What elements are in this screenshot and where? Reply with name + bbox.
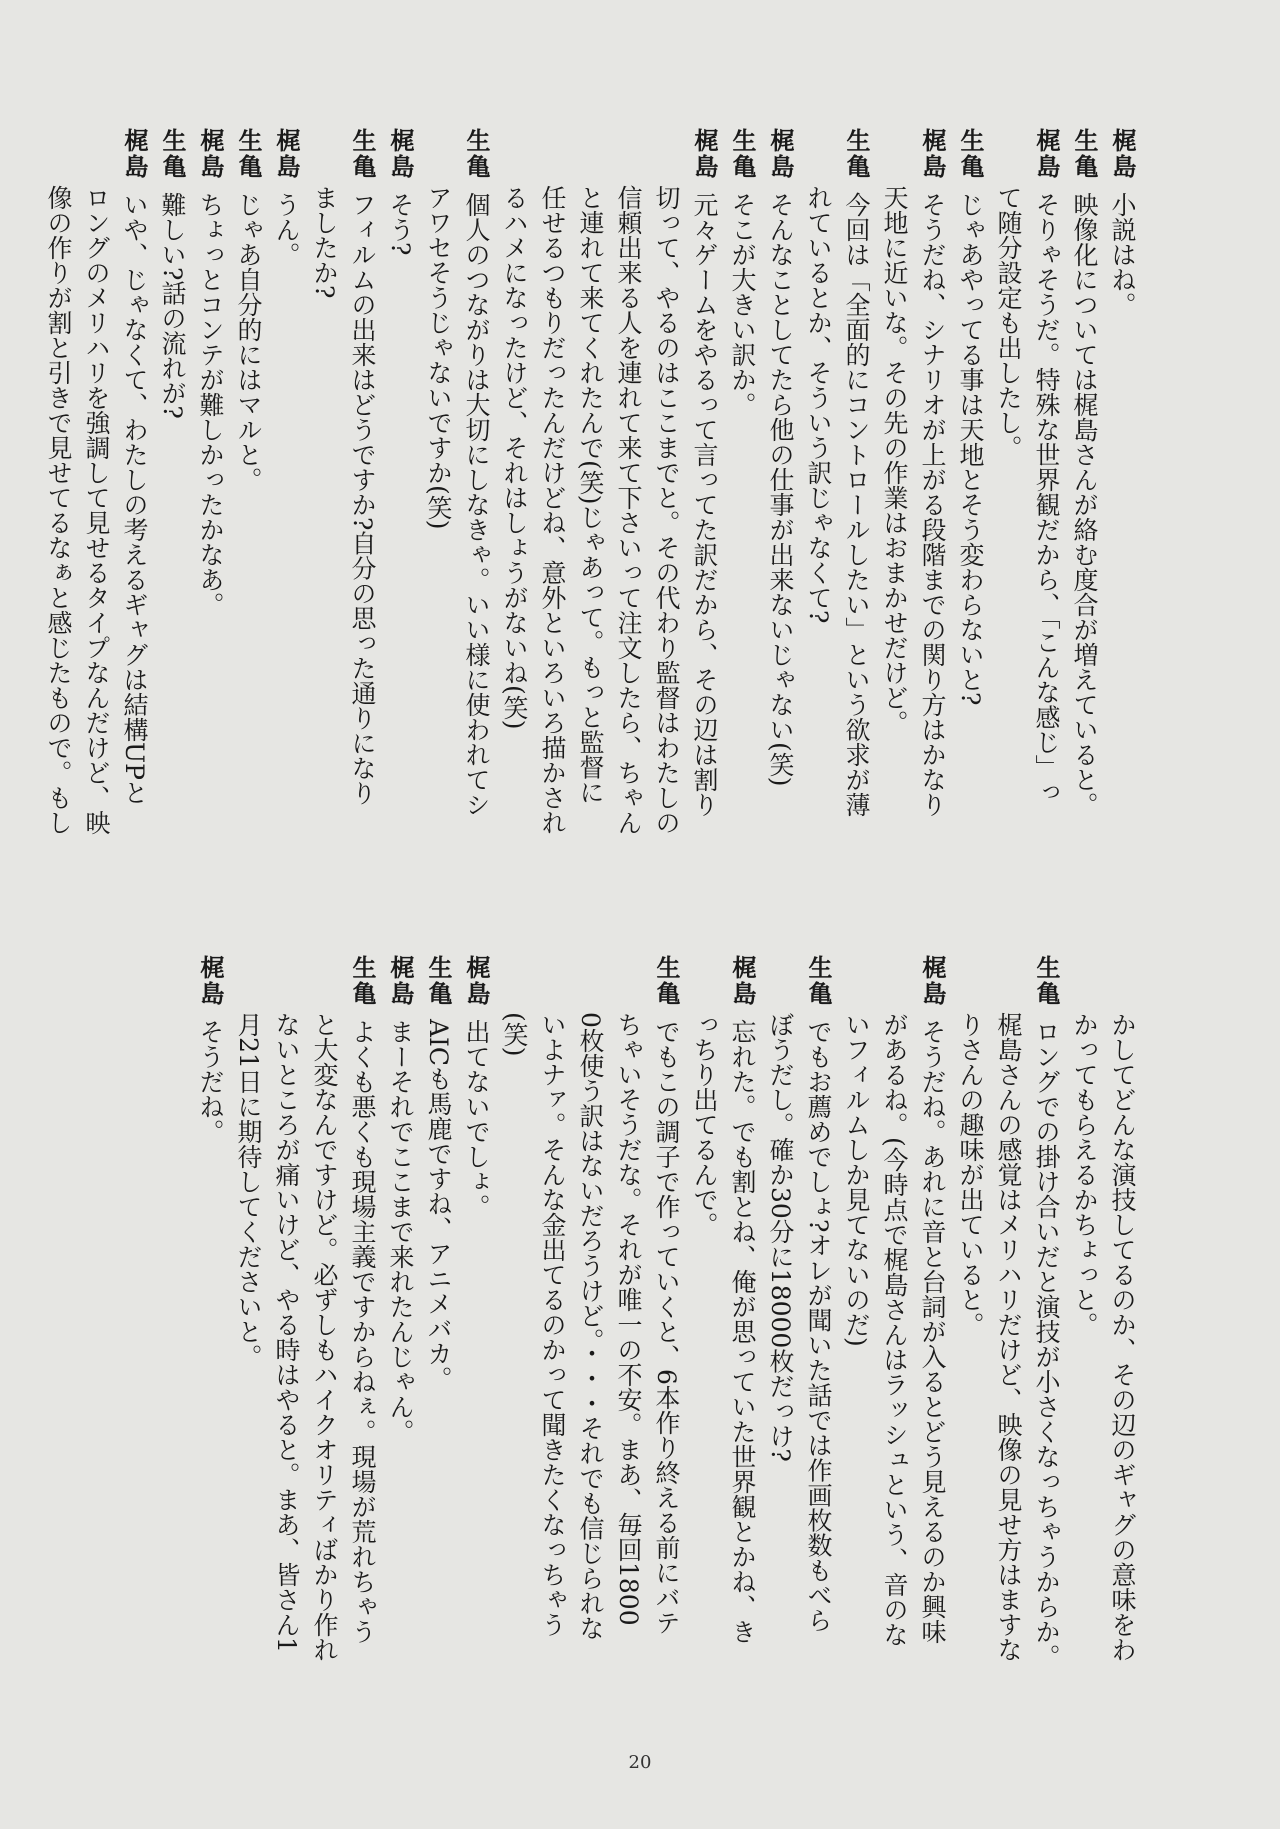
dialogue-line — [306, 128, 342, 896]
dialogue-text: そう? — [386, 192, 415, 256]
dialogue-text: 出てないでしょ。 — [462, 1019, 491, 1219]
dialogue-line — [990, 955, 1026, 1662]
dialogue-line — [762, 955, 798, 1510]
dialogue-line — [800, 955, 836, 1633]
continuation-indent — [306, 128, 342, 185]
dialogue-line — [1104, 128, 1140, 896]
dialogue-line — [686, 128, 722, 896]
dialogue-text: っちり出てるんで。 — [690, 1012, 719, 1237]
dialogue-text: 今回は「全面的にコントロールしたい」という欲求が薄 — [842, 192, 871, 817]
continuation-indent — [420, 128, 456, 185]
speaker-name: 生亀 — [348, 128, 376, 180]
dialogue-text: かってもらえるかちょっと。 — [1070, 1012, 1099, 1337]
dialogue-line — [268, 955, 304, 1653]
dialogue-text: いフィルムしか見てないのだ) — [842, 1012, 871, 1347]
speaker-name: 梶島 — [766, 128, 794, 180]
dialogue-text: そんなことしてたら他の仕事が出来ないじゃない(笑) — [766, 192, 795, 787]
dialogue-line — [610, 955, 646, 1626]
speaker-name: 生亀 — [1070, 128, 1098, 180]
dialogue-text: 天地に近いな。その先の作業はおまかせだけど。 — [880, 185, 909, 735]
dialogue-text: (笑) — [500, 1012, 529, 1057]
dialogue-line — [154, 128, 190, 896]
speaker-name: 梶島 — [462, 955, 490, 1007]
continuation-indent — [610, 955, 646, 1012]
dialogue-line — [952, 955, 988, 1510]
dialogue-line — [572, 128, 608, 896]
speaker-name: 生亀 — [158, 128, 186, 180]
continuation-indent — [496, 955, 532, 1012]
dialogue-line — [800, 128, 836, 896]
dialogue-text: 信頼出来る人を連れて来て下さいって注文したら、ちゃん — [614, 185, 643, 835]
dialogue-line — [116, 128, 152, 896]
dialogue-text: 月21日に期待してくださいと。 — [234, 1012, 263, 1369]
speaker-name: 生亀 — [652, 955, 680, 1007]
speaker-name: 梶島 — [196, 128, 224, 180]
continuation-indent — [990, 128, 1026, 185]
dialogue-line — [1066, 955, 1102, 1510]
dialogue-text: 任せるつもりだったんだけどね、意外といろいろ描かされ — [538, 185, 567, 835]
dialogue-text: ましたか? — [310, 185, 339, 299]
dialogue-line — [268, 128, 304, 896]
speaker-name: 生亀 — [956, 128, 984, 180]
dialogue-text: そうだね。 — [196, 1019, 225, 1144]
continuation-indent — [952, 955, 988, 1012]
continuation-indent — [610, 128, 646, 185]
speaker-name: 梶島 — [386, 955, 414, 1007]
dialogue-line — [344, 955, 380, 1644]
continuation-indent — [762, 955, 798, 1012]
speaker-name: 梶島 — [386, 128, 414, 180]
speaker-name: 生亀 — [234, 128, 262, 180]
dialogue-text: そこが大きい訳か。 — [728, 192, 757, 417]
dialogue-line — [686, 955, 722, 1510]
speaker-name: 梶島 — [690, 128, 718, 180]
dialogue-text: るハメになったけど、それはしょうがないね(笑) — [500, 185, 529, 730]
speaker-name: 生亀 — [1032, 955, 1060, 1007]
page-number: 20 — [628, 1752, 652, 1773]
continuation-indent — [1104, 955, 1140, 1012]
speaker-name: 生亀 — [462, 128, 490, 180]
dialogue-text: そうだね、シナリオが上がる段階までの関り方はかなり — [918, 192, 947, 817]
dialogue-line — [914, 955, 950, 1644]
dialogue-line — [876, 128, 912, 896]
continuation-indent — [534, 955, 570, 1012]
dialogue-text: ぼうだし。確か30分に18000枚だっけ? — [766, 1012, 795, 1462]
dialogue-line — [724, 128, 760, 896]
continuation-indent — [306, 955, 342, 1012]
dialogue-line — [344, 128, 380, 896]
dialogue-line — [458, 955, 494, 1510]
dialogue-line — [1066, 128, 1102, 896]
dialogue-text: そうだね。あれに音と台詞が入るとどう見えるのか興味 — [918, 1019, 947, 1644]
dialogue-line — [1028, 128, 1064, 896]
dialogue-line — [382, 128, 418, 896]
continuation-indent — [230, 955, 266, 1012]
dialogue-text: でもこの調子で作っていくと、6本作り終える前にバテ — [652, 1019, 681, 1635]
dialogue-text: アワセそうじゃないですか(笑) — [424, 185, 453, 530]
dialogue-line — [648, 955, 684, 1635]
dialogue-text: かしてどんな演技してるのか、その辺のギャグの意味をわ — [1108, 1012, 1137, 1662]
dialogue-text: ロングでの掛け合いだと演技が小さくなっちゃうからか。 — [1032, 1019, 1061, 1669]
dialogue-line — [572, 955, 608, 1641]
dialogue-line — [762, 128, 798, 896]
dialogue-line — [496, 128, 532, 896]
dialogue-text: りさんの趣味が出ていると。 — [956, 1012, 985, 1337]
dialogue-text: 像の作りが割と引きで見せてるなぁと感じたもので。もし — [44, 185, 73, 835]
dialogue-text: いよナァ。そんな金出てるのかって聞きたくなっちゃう — [538, 1012, 567, 1637]
dialogue-text: 梶島さんの感覚はメリハリだけど、映像の見せ方はますな — [994, 1012, 1023, 1662]
dialogue-line — [192, 128, 228, 896]
dialogue-line — [78, 128, 114, 896]
dialogue-line — [192, 955, 228, 1510]
dialogue-text: じゃあやってる事は天地とそう変わらないと? — [956, 192, 985, 706]
interview-text-lower — [190, 955, 1140, 1669]
dialogue-text: いや、じゃなくて、わたしの考えるギャグは結構UPと — [120, 192, 149, 805]
continuation-indent — [1066, 955, 1102, 1012]
dialogue-line — [914, 128, 950, 896]
dialogue-text: と連れて来てくれたんで(笑)じゃあって。もっと監督に — [576, 185, 605, 805]
dialogue-text: ちょっとコンテが難しかったかなあ。 — [196, 192, 225, 617]
continuation-indent — [990, 955, 1026, 1012]
speaker-name: 生亀 — [842, 128, 870, 180]
dialogue-line — [420, 955, 456, 1510]
dialogue-line — [496, 955, 532, 1510]
dialogue-text: 難しい?話の流れが? — [158, 192, 187, 419]
dialogue-text: フィルムの出来はどうですか?自分の思った通りになり — [348, 192, 377, 806]
dialogue-line — [534, 128, 570, 896]
speaker-name: 生亀 — [728, 128, 756, 180]
dialogue-line — [40, 128, 76, 896]
dialogue-text: れているとか、そういう訳じゃなくて? — [804, 185, 833, 624]
dialogue-line — [610, 128, 646, 896]
dialogue-text: まーそれでここまで来れたんじゃん。 — [386, 1019, 415, 1444]
dialogue-text: よくも悪くも現場主義ですからねぇ。現場が荒れちゃう — [348, 1019, 377, 1644]
dialogue-text: じゃあ自分的にはマルと。 — [234, 192, 263, 492]
dialogue-line — [420, 128, 456, 896]
speaker-name: 梶島 — [1032, 128, 1060, 180]
dialogue-text: ロングのメリハリを強調して見せるタイプなんだけど、映 — [82, 185, 111, 835]
dialogue-line — [838, 128, 874, 896]
dialogue-text: 小説はね。 — [1108, 192, 1137, 317]
speaker-name: 梶島 — [918, 128, 946, 180]
dialogue-line — [306, 955, 342, 1662]
continuation-indent — [686, 955, 722, 1012]
dialogue-line — [230, 955, 266, 1510]
dialogue-text: て随分設定も出したし。 — [994, 185, 1023, 460]
speaker-name: 梶島 — [728, 955, 756, 1007]
speaker-name: 梶島 — [272, 128, 300, 180]
dialogue-text: 切って、やるのはここまでと。その代わり監督はわたしの — [652, 185, 681, 835]
dialogue-text: でもお薦めでしょ?オレが聞いた話では作画枚数もべら — [804, 1019, 833, 1633]
speaker-name: 梶島 — [196, 955, 224, 1007]
continuation-indent — [838, 955, 874, 1012]
dialogue-line — [876, 955, 912, 1647]
dialogue-text: AICも馬鹿ですね、アニメバカ。 — [424, 1019, 453, 1392]
dialogue-text: と大変なんですけど。必ずしもハイクオリティばかり作れ — [310, 1012, 339, 1662]
dialogue-line — [648, 128, 684, 896]
dialogue-text: 映像化については梶島さんが絡む度合が増えていると。 — [1070, 192, 1099, 817]
dialogue-line — [1028, 955, 1064, 1669]
dialogue-line — [1104, 955, 1140, 1662]
continuation-indent — [876, 955, 912, 1012]
dialogue-text: うん。 — [272, 192, 301, 267]
dialogue-line — [534, 955, 570, 1637]
speaker-name: 生亀 — [804, 955, 832, 1007]
speaker-name: 生亀 — [348, 955, 376, 1007]
continuation-indent — [800, 128, 836, 185]
continuation-indent — [572, 128, 608, 185]
speaker-name: 梶島 — [120, 128, 148, 180]
dialogue-text: 0枚使う訳はないだろうけど。・・・それでも信じられな — [576, 1012, 605, 1641]
dialogue-line — [382, 955, 418, 1510]
dialogue-text: ないところが痛いけど、やる時はやると。まあ、皆さん1 — [272, 1012, 301, 1653]
dialogue-line — [230, 128, 266, 896]
dialogue-text: ちゃいそうだな。それが唯一の不安。まあ、毎回1800 — [614, 1012, 643, 1626]
interview-text-upper — [38, 128, 1140, 896]
continuation-indent — [40, 128, 76, 185]
continuation-indent — [534, 128, 570, 185]
continuation-indent — [876, 128, 912, 185]
dialogue-line — [990, 128, 1026, 896]
dialogue-text: そりゃそうだ。特殊な世界観だから、「こんな感じ」っ — [1032, 192, 1061, 805]
dialogue-line — [458, 128, 494, 896]
dialogue-text: があるね。(今時点で梶島さんはラッシュという、音のな — [880, 1012, 909, 1647]
continuation-indent — [268, 955, 304, 1012]
speaker-name: 梶島 — [918, 955, 946, 1007]
continuation-indent — [648, 128, 684, 185]
dialogue-line — [838, 955, 874, 1510]
dialogue-text: 忘れた。でも割とね、俺が思っていた世界観とかね、き — [728, 1019, 757, 1644]
dialogue-line — [952, 128, 988, 896]
continuation-indent — [496, 128, 532, 185]
dialogue-line — [724, 955, 760, 1644]
dialogue-text: 元々ゲームをやるって言ってた訳だから、その辺は割り — [690, 192, 719, 817]
speaker-name: 生亀 — [424, 955, 452, 1007]
continuation-indent — [572, 955, 608, 1012]
continuation-indent — [78, 128, 114, 185]
speaker-name: 梶島 — [1108, 128, 1136, 180]
dialogue-text: 個人のつながりは大切にしなきゃ。いい様に使われてシ — [462, 192, 491, 817]
